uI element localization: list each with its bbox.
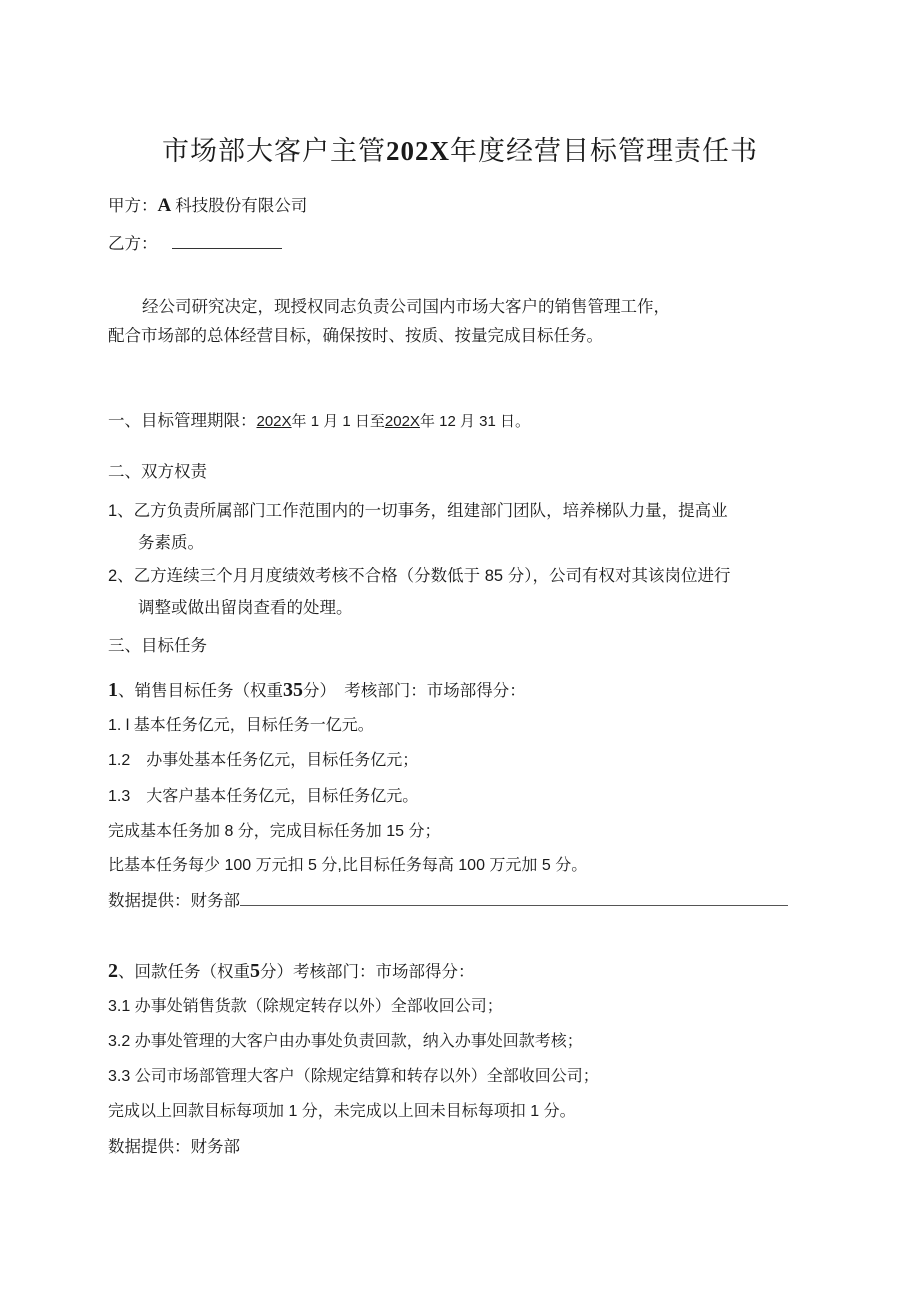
- task-2-weight: 5: [250, 960, 260, 982]
- intro-line-2: 配合市场部的总体经营目标，确保按时、按质、按量完成目标任务。: [108, 326, 603, 345]
- task-2-line-2: 3.2 办事处管理的大客户由办事处负责回款，纳入办事处回款考核；: [108, 1033, 583, 1050]
- task-2-text-b: 分）考核部门：市场部得分：: [260, 962, 475, 981]
- section-1-mid: 年 1 月 1 日至: [291, 413, 385, 430]
- task-2-line-1: 3.1 办事处销售货款（除规定转存以外）全部收回公司；: [108, 998, 503, 1015]
- task-1-underline-rule: [240, 891, 788, 906]
- task-1-heading: [108, 679, 526, 702]
- party-a-letter: A: [157, 195, 172, 216]
- task-1-line-3: 1.3 大客户基本任务亿元，目标任务亿元。: [108, 788, 419, 805]
- task-2-number: 2: [108, 960, 118, 982]
- title-prefix: 市场部大客户主管: [162, 136, 386, 167]
- party-a-label: 甲方：: [108, 196, 158, 215]
- party-a-name: 科技股份有限公司: [175, 196, 308, 215]
- task-2-heading: [108, 960, 475, 983]
- task-1-data-source-label: 数据提供：财务部: [108, 891, 240, 910]
- task-2-line-4: 完成以上回款目标每项加 1 分，未完成以上回未目标每项扣 1 分。: [108, 1103, 576, 1120]
- party-b-line: [108, 233, 282, 255]
- intro-line-1: 经公司研究决定，现授权同志负责公司国内市场大客户的销售管理工作，: [142, 297, 670, 316]
- task-2-line-3: 3.3 公司市场部管理大客户（除规定结算和转存以外）全部收回公司；: [108, 1068, 599, 1085]
- section-2-heading: 二、双方权责: [108, 462, 207, 481]
- section-2-item-2-line-2: 调整或做出留岗查看的处理。: [138, 598, 353, 617]
- section-2-item-1-line-2: 务素质。: [138, 533, 204, 552]
- section-3-heading: 三、目标任务: [108, 636, 207, 655]
- party-a-line: [108, 195, 307, 217]
- party-b-blank: [172, 234, 282, 249]
- section-1-year-start: 202X: [256, 413, 292, 430]
- section-1-term: [108, 410, 530, 433]
- task-1-data-source: [108, 890, 788, 912]
- task-1-line-2: 1.2 办事处基本任务亿元，目标任务亿元；: [108, 752, 419, 769]
- task-1-number: 1: [108, 679, 118, 701]
- section-2-item-2-line-1: 2、乙方连续三个月月度绩效考核不合格（分数低于 85 分），公司有权对其该岗位进行: [108, 567, 731, 585]
- task-1-line-1: 1. l 基本任务亿元，目标任务一亿元。: [108, 717, 374, 734]
- task-1-line-4: 完成基本任务加 8 分，完成目标任务加 15 分；: [108, 823, 441, 840]
- task-2-data-source: 数据提供：财务部: [108, 1137, 240, 1156]
- title-suffix: 年度经营目标管理责任书: [450, 136, 758, 167]
- party-b-label: 乙方：: [108, 234, 158, 253]
- task-1-text-b: 分） 考核部门：市场部得分：: [303, 681, 526, 700]
- section-1-year-end: 202X: [384, 413, 420, 430]
- section-1-prefix: 一、目标管理期限：: [108, 411, 257, 430]
- document-title: [0, 134, 920, 169]
- task-1-line-5: 比基本任务每少 100 万元扣 5 分,比目标任务每高 100 万元加 5 分。: [108, 857, 588, 874]
- task-2-text-a: 、回款任务（权重: [118, 962, 250, 981]
- task-1-weight: 35: [283, 679, 303, 701]
- section-2-item-1-line-1: 1、乙方负责所属部门工作范围内的一切事务，组建部门团队，培养梯队力量，提高业: [108, 502, 728, 520]
- task-1-text-a: 、销售目标任务（权重: [118, 681, 283, 700]
- section-1-end: 年 12 月 31 日。: [419, 413, 530, 430]
- title-year: 202X: [386, 136, 450, 166]
